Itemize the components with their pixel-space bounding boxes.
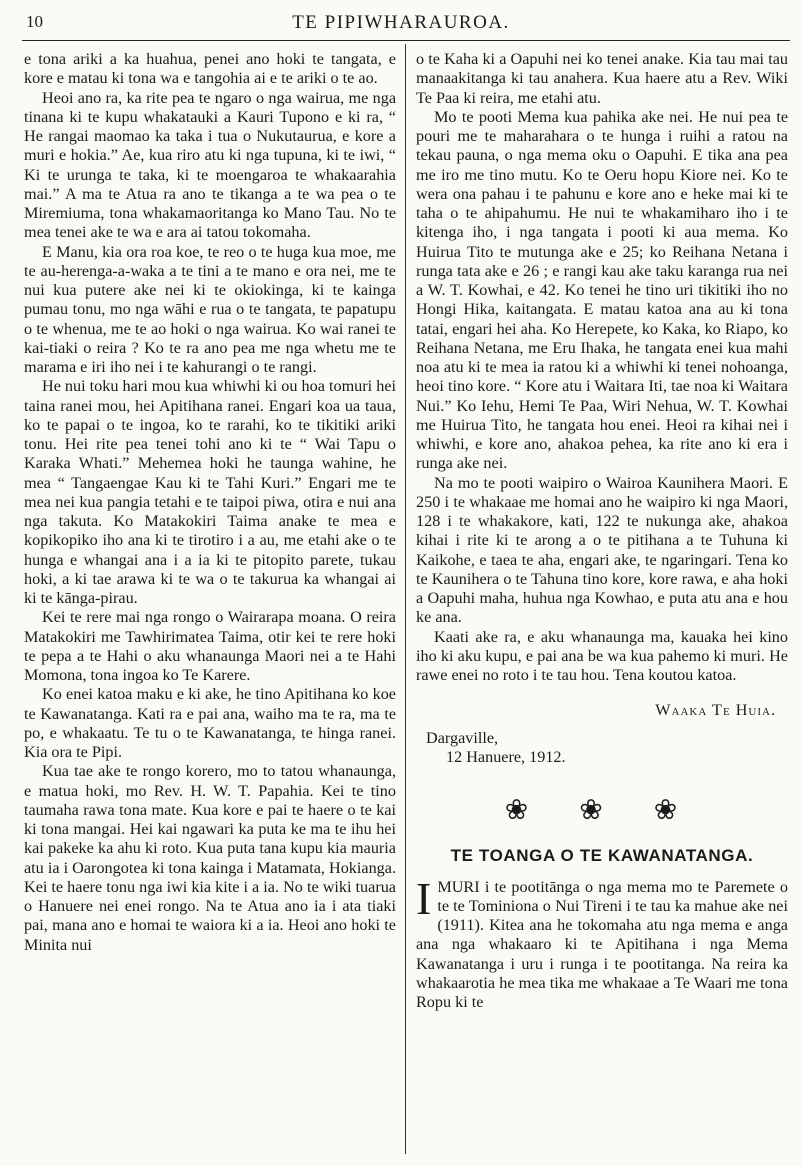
paragraph: Mo te pooti Mema kua pahika ake nei. He nui pea te pouri me te maharahara o te hunga i ruihi a ratou na tekau pauna, o nga mema oku o Oapuhi. E tika ana pea me iro me tino mutu. Ko te Oeru hopu Kiore nei. Ko te wera ona pahau i te pahunu e kore ano e heke mai ki te taha o te ahipahumu. He nui te whakamiharo iho i te kitenga iho, i nga tangata i pooti ki aua mema. Ko Huirua Tito te mutunga ake e 25; ko Reihana Netana i runga tata ake e 26 ; e rangi kau ake taku karanga rua nei a W. T. Kowhai, e 42. Ko tenei he tino uri tikitiki iho no Hongi Hika, kaitangata. E matau katoa ana au ki tona tatai, engari hei aha. Ko Herepete, ko Kaka, ko Riapo, ko Reihana Netana, me Eru Ihaka, he tangata enei kua mahi noa atu ki te mea ia ratou ki a whiwhi ki tenei nohoanga, heoi tino kore. “ Kore atu i Waitara Iti, tae noa ki Waitara Nui.” Ko Iehu, Hemi Te Paa, Wiri Nehua, W. T. Kowhai me Huirua Tito, he tangata hou enei. Heoi ra kihai nei i whiwhi, e kore ano, ahakoa pehea, ka rite ano ki era i runga ake nei. — [416, 107, 788, 473]
ornament-row — [416, 795, 788, 826]
column-divider — [405, 44, 406, 1154]
paragraph: o te Kaha ki a Oapuhi nei ko tenei anake. Kia tau mai tau manaakitanga ki tau anahera. Kua haere atu a Rev. Wiki Te Paa ki reira, me etahi atu. — [416, 50, 788, 107]
paragraph: Ko enei katoa maku e ki ake, he tino Apitihana ko koe te Kawanatanga. Kati ra e pai ana, waiho ma te ra, ma te po, e whakaatu. Te tu o te Kawanatanga, te hinga ranei. Kia ora te Pipi. — [24, 685, 396, 761]
flower-ornament-icon: ❀ — [504, 795, 551, 826]
section-paragraph — [416, 872, 788, 1013]
left-column — [24, 50, 396, 955]
paragraph: Heoi ano ra, ka rite pea te ngaro o nga wairua, me nga tinana ki te kupu whakatauki a Kauri Tupono e ki ra, “ He rangai maomao ka taka i tua o Nukutaurua, e kore a muri e hokia.” Ae, kua riro atu ki nga tupuna, ki te iwi, “ Ki te urunga te taka, ki te moengaroa te whakaarahia mai.” A ma te Atua ra ano te tikanga a te wa pea o te Miremiuma, tona whakamaoritanga ko Mano Tau. No te mea tenei ake te wa e ara ai tatou tokomaha. — [24, 88, 396, 242]
letter-date: 12 Hanuere, 1912. — [446, 747, 566, 766]
flower-ornament-icon: ❀ — [653, 795, 700, 826]
paragraph: Na mo te pooti waipiro o Wairoa Kaunihera Maori. E 250 i te whakaae me homai ano he waipiro ki nga Maori, 128 i te whakakore, kati, 122 te nukunga ake, ahakoa kihai i rite ki te arong a o te pitihana a te Tuhuna ki Kaikohe, e taea te aha, engari ake, te ngaringari. Tena ko te Kaunihera o te Tahuna tino kore, kore rawa, e aha hoki a Oapuhi maha, huhua nga Kowhao, e puta atu ana e hou ke ana. — [416, 473, 788, 627]
drop-cap: I — [416, 872, 432, 924]
section-heading: TE TOANGA O TE KAWANATANGA. — [450, 846, 754, 866]
section-text: MURI i te pootitānga o nga mema mo te Paremete o te te Tominiona o Nui Tireni i te tau ka mahue ake nei (1911). Kitea ana he tokomaha atu nga mema e anga ana nga whakaaro ki te Apitihana i nga Mema Kawanatanga i uru i runga i te pootitanga. Na reira ka whakaarotia he mea tika me whakaae a Te Waari me tona Ropu ki te — [416, 877, 788, 1011]
flower-ornament-icon: ❀ — [579, 795, 625, 826]
header-rule — [22, 40, 790, 41]
paragraph: Kei te rere mai nga rongo o Wairarapa moana. O reira Matakokiri me Tawhirimatea Taima, otir kei te rere hoki te pepa a te Hahi o aku whanaunga Maori nei a te Hahi Momona, tona ingoa ko Te Karere. — [24, 608, 396, 684]
paragraph: Kua tae ake te rongo korero, mo to tatou whanaunga, e matua hoki, mo Rev. H. W. T. Papahia. Kei te tino taumaha rawa tona mate. Kua kore e pai te haere o te kai ki tona mangai. Hei kai ngawari ka puta ke ma te ihu hei kai pakeke ka ahu ki roto. Kua puta tana kupu kia mauria atu ia i Oarongotea ki tona kainga i Matamata, Hokianga. Kei te haere tonu nga iwi kia kite i a ia. No te wiki tuarua o Hanuere nei enei rongo. Na te Atua ano ia i ata tiaki pai, mana ano e homai te waiora ki a ia. Heoi ano hoki te Minita nui — [24, 762, 396, 954]
letter-place: Dargaville, — [426, 728, 499, 747]
running-title: TE PIPIWHARAUROA. — [292, 12, 510, 33]
letter-signature: Waaka Te Huia. — [655, 701, 776, 720]
page-header — [0, 6, 802, 40]
paragraph: He nui toku hari mou kua whiwhi ki ou hoa tomuri hei taina ranei mou, hei Apitihana ranei. Engari koa ua taua, ko te papai o te ingoa, ko te rarahi, ko te tikitiki ariki tonu. Hei rite pea tenei tohi ano ki te “ Wai Tapu o Karaka Whati.” Mehemea hoki he taunga wahine, he mea “ Tangaengae Kau ki te Tahi Kuri.” Engari me te mea nei kua pangia tetahi e te taipoi piwa, otira e nui ana nga takuta. Ko Matakokiri Taima anake te mea e kopikopiko iho ana ki te tirotiro i a au, me etahi ake o te hunga e whangai ana i a ia ki te pitopito parete, tukau hoki, a ki tae arawa ki te wa o te takurua ka whangai ai ki te kānga-pirau. — [24, 377, 396, 607]
right-column — [416, 50, 788, 1012]
paragraph: Kaati ake ra, e aku whanaunga ma, kauaka hei kino iho ki aku kupu, e pai ana be wa kua pahemo ki muri. He rawe enei no roto i te tau hou. Tena koutou katoa. — [416, 627, 788, 684]
paragraph: E Manu, kia ora roa koe, te reo o te huga kua moe, me te au-herenga-a-waka a te tini a te mano e ora nei, me te nui kua putere ake nei ki te okiokinga, ki te kainga pumau tonu, mo nga wāhi e rua o te tangata, te papatupu o te whenua, me te ao hoki o nga wairua. Ko wai ranei te kai-tiaki o reira ? Ko te ra ano pea me nga whetu me te marama e iri iho nei i te kahurangi o te rangi. — [24, 242, 396, 376]
page-number: 10 — [26, 12, 43, 31]
paragraph: e tona ariki a ka huahua, penei ano hoki te tangata, e kore e matau ki tona wa e tangohia ai e te ariki o te ao. — [24, 50, 396, 88]
